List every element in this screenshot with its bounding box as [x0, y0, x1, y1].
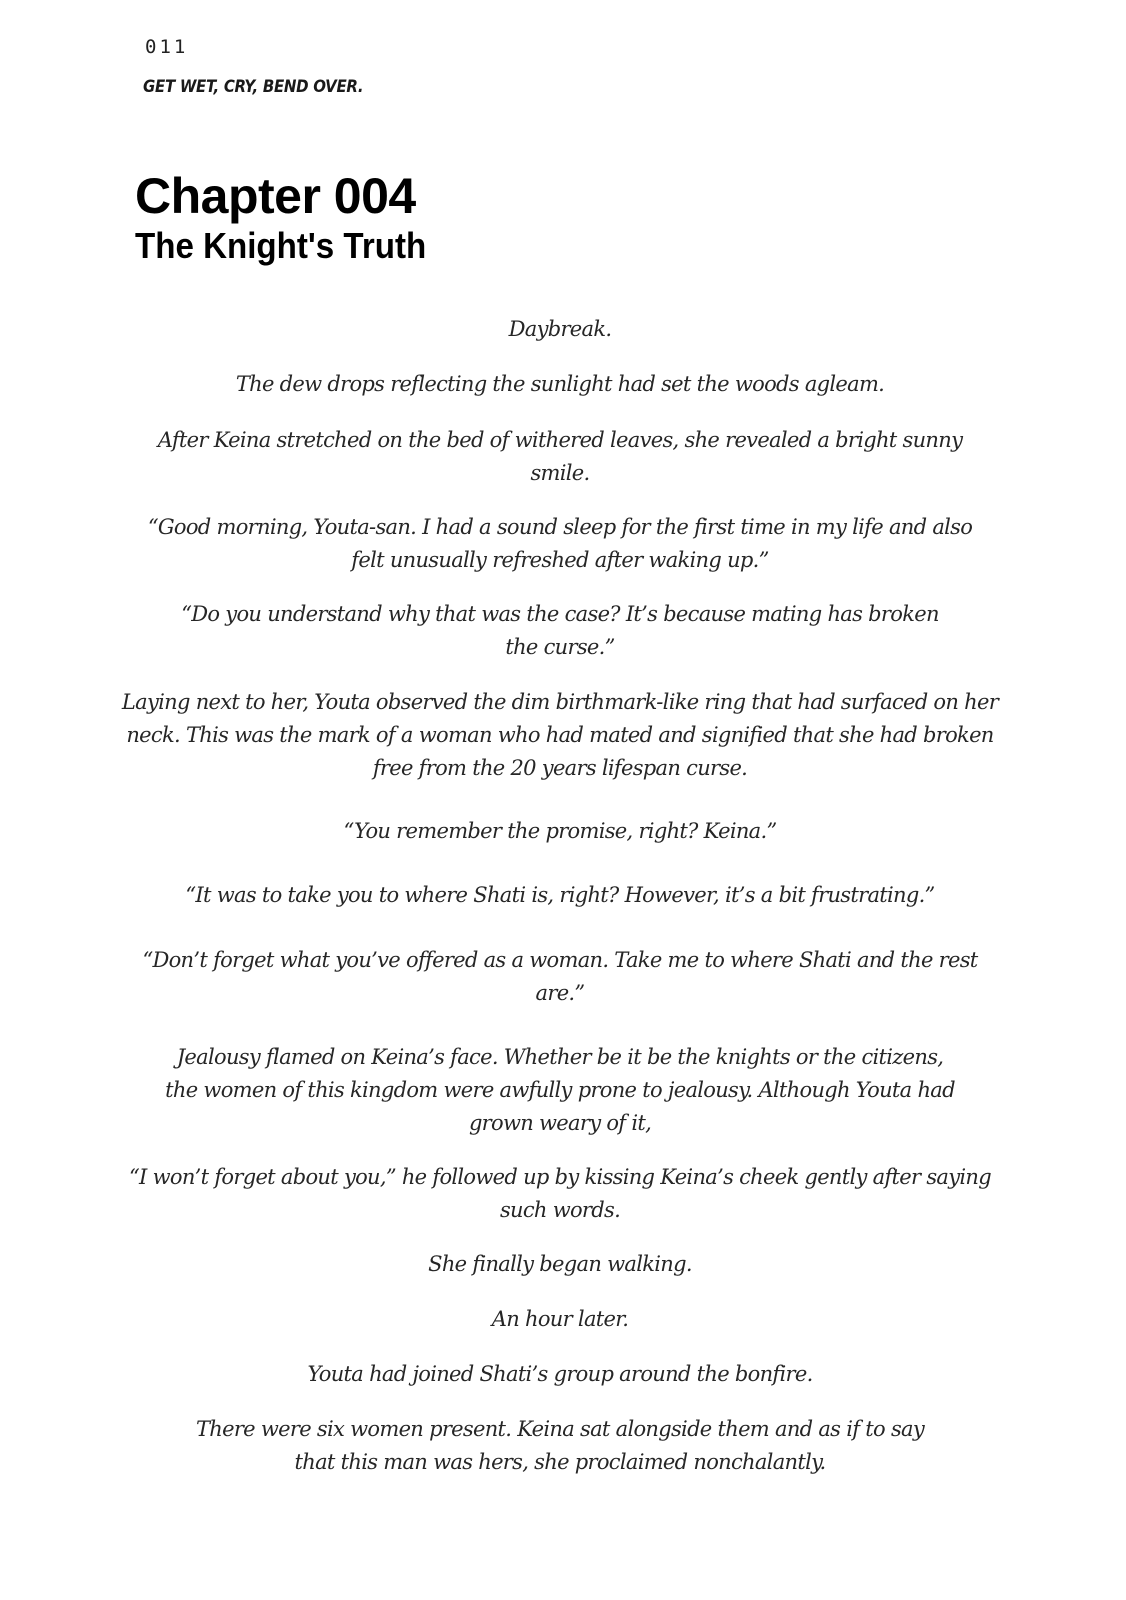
paragraph: Youta had joined Shati’s group around the bonfire. [307, 1362, 813, 1386]
paragraph: Jealousy flamed on Keina’s face. Whether be it be the knights or the citizens, the women of this kingdom were awfully prone to jealousy. Although Youta had grown weary of it, [165, 1045, 955, 1135]
paragraph: The dew drops reflecting the sunlight had set the woods agleam. [235, 372, 885, 396]
paragraph: “It was to take you to where Shati is, right? However, it’s a bit frustrating.” [185, 883, 935, 907]
paragraph: “I won’t forget about you,” he followed up by kissing Keina’s cheek gently after saying such words. [129, 1165, 991, 1222]
paragraph: “Don’t forget what you’ve offered as a woman. Take me to where Shati and the rest are.” [142, 948, 978, 1005]
paragraph: An hour later. [491, 1307, 629, 1331]
series-title: GET WET, CRY, BEND OVER. [143, 76, 364, 97]
paragraph: Laying next to her, Youta observed the dim birthmark-like ring that had surfaced on her neck. This was the mark of a woman who had mated and signified that she had broken free from the 20 years lifespan curse. [121, 690, 999, 780]
paragraph: “Good morning, Youta-san. I had a sound sleep for the first time in my life and also felt unusually refreshed after waking up.” [147, 515, 973, 572]
paragraph: Daybreak. [508, 317, 612, 341]
chapter-number: Chapter 004 [135, 168, 416, 224]
chapter-title: The Knight's Truth [135, 225, 427, 266]
paragraph: “Do you understand why that was the case? It’s because mating has broken the curse.” [181, 602, 939, 659]
paragraph: “You remember the promise, right? Keina.” [343, 819, 777, 843]
page-number: 011 [145, 36, 189, 58]
paragraph: After Keina stretched on the bed of withered leaves, she revealed a bright sunny smile. [157, 428, 963, 485]
paragraph: She finally began walking. [428, 1252, 692, 1276]
paragraph: There were six women present. Keina sat alongside them and as if to say that this man was hers, she proclaimed nonchalantly. [195, 1417, 925, 1474]
